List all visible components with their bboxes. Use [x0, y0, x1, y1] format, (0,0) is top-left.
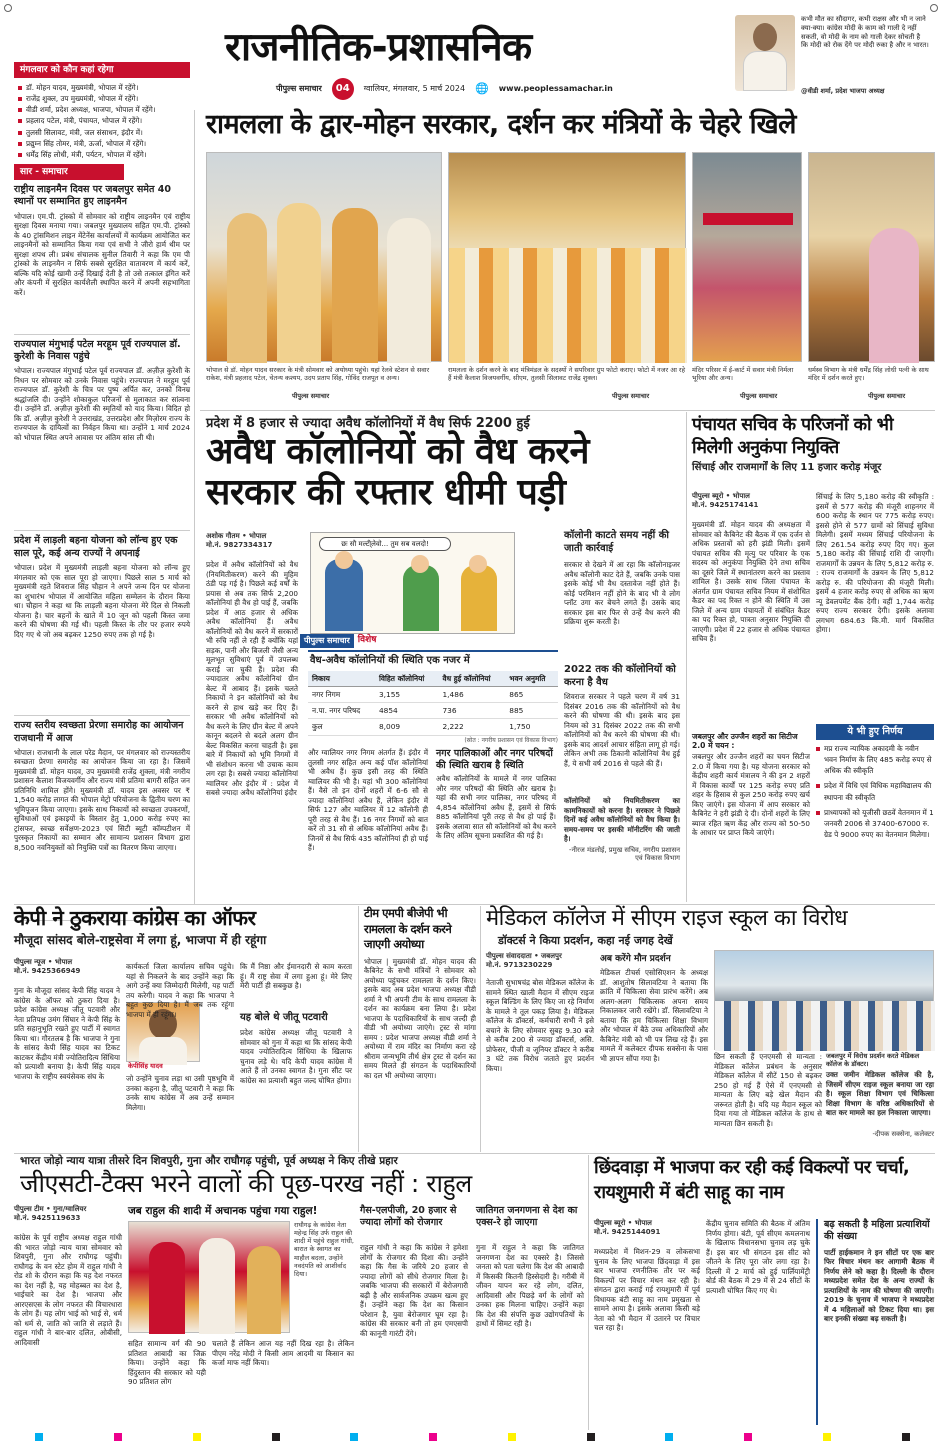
schedule-title: मंगलवार को कौन कहां रहेगा — [14, 62, 190, 78]
cmrise-headline: मेडिकल कॉलेज में सीएम राइज स्कूल का विरोध — [486, 906, 848, 931]
cartoon — [310, 532, 515, 634]
table-header: भवन अनुमति — [505, 671, 558, 687]
table-header: वैध हुई कॉलोनियां — [438, 671, 505, 687]
brief-item — [14, 531, 190, 716]
brief-body: भोपाल। राज्यपाल मंगुभाई पटेल पूर्व राज्यपाल डॉ. अज़ीज़ कुरेशी के निधन पर सोमवार को उनके निवास पहुंचे। राज्यपाल ने मरहूम पूर्व राज्यपाल डॉ. कुरेशी के चित्र पर पुष्प अर्पित कर, उनको विनम्र श्रद्धांजलि दी। उन्होंने शोकाकुल परिजनों से मुलाकात कर सांत्वना दी। उन्होंने डॉ. अज़ीज़ कुरेशी की स्मृतियों को याद किया। विदित हो कि डॉ. अज़ीज़ कुरेशी ने उत्तराखंड, उत्तरप्रदेश और मिज़ोरम राज्य के राज्यपाल के दायित्वों का निर्वहन किया था। उन्होंने 1 मार्च 2024 को भोपाल स्थित अपने आवास पर अंतिम सांस ली थी। — [14, 366, 190, 442]
chhindwara-col1: मध्यप्रदेश में मिशन-29 व लोकसभा चुनाव के लिए भाजपा छिंदवाड़ा में इस बार भाजपा रणनीतिक तौर पर कई विकल्पों पर विचार मंथन कर रही है। संगठन द्वारा कराई गई रायशुमारी में पूर्व विधायक बंटी साहू का नाम प्रमुखता से सामने आया है। इसके अलावा किसी बड़े नेता को भी मैदान में उतारने पर विचार चल रहा है। — [594, 1247, 700, 1332]
byline-place: गुना/ग्वालियर — [53, 1205, 87, 1213]
ramlalla-headline: रामलला के द्वार-मोहन सरकार, दर्शन कर मंत्रियों के चेहरे खिले — [206, 109, 796, 140]
briefs — [14, 180, 190, 921]
byline: पीपुल्स टीम — [14, 1205, 44, 1213]
table-row — [308, 703, 558, 719]
table-cell: 8,009 — [375, 719, 439, 735]
photo-credit: पीपुल्स समाचार — [612, 392, 650, 400]
brief-body: भोपाल। प्रदेश में मुख्यमंत्री लाड़ली बहना योजना को लॉन्च हुए मंगलवार को एक साल पूरा हो जाएगा। पिछले साल 5 मार्च को मुख्यमंत्री रहते शिवराज सिंह चौहान ने अपने जन्म दिन पर योजना का शुभारंभ भोपाल में आयोजित महिला सम्मेलन के दौरान किया था। चौहान ने कहा था कि लाड़ली बहना योजना मेरे दिल से निकली योजना है। चार बहनों के खाते में 10 जून को पहली किस्त जमा करने की घोषणा की गई थी। पहली किस्त के तौर पर हजार रुपये दिए गए थे जो अब बढ़कर 1250 रुपए तक हो गई है। — [14, 563, 190, 639]
cmrise-sub: अब करेंगे मौन प्रदर्शन — [600, 954, 671, 964]
brief-item — [14, 335, 190, 532]
divider — [14, 1153, 935, 1154]
schedule-list — [14, 78, 190, 160]
schedule-item: धर्मेंद्र सिंह लोधी, मंत्री, पर्यटन, भोपाल में रहेंगे। — [18, 149, 188, 160]
divider — [480, 906, 481, 1152]
reporter-name: अशोक गौतम — [206, 532, 240, 540]
kp-col1: गुना के मौजूदा सांसद केपी सिंह यादव ने कांग्रेस के ऑफर को ठुकरा दिया है। प्रदेश कांग्रेस अध्यक्ष जीतू पटवारी और नेता प्रतिपक्ष उमंग सिंघार ने केपी सिंह के प्रति सहानुभूति रखते हुए पार्टी में स्वागत किया था। गौरतलब है कि भाजपा ने गुना के सांसद केपी सिंह यादव का टिकट काटकर केंद्रीय मंत्री ज्योतिरादित्य सिंधिया को प्रत्याशी बनाया है। केपी सिंह यादव भाजपा के राष्ट्रीय स्वयंसेवक संघ के — [14, 986, 120, 1081]
colonies-col3: अवैध कॉलोनियों के मामले में नगर पालिका और नगर परिषदों की स्थिति और खराब है। यहां की सभी नगर पालिका, नगर परिषद में 4,854 कॉलोनियां अवैध हैं, इसमें से सिर्फ 885 कॉलोनियां पूरी तरह से वैध हो पाई हैं। इसके अलावा सात सौ कॉलोनियों को वैध करने के लिए अंतिम सूचना प्रकाशित की गई है। — [436, 774, 556, 840]
photo-ecart — [692, 152, 802, 362]
table-cell: न.पा. नगर परिषद — [308, 703, 375, 719]
ayodhya-body: भोपाल | मुख्यमंत्री डॉ. मोहन यादव की कैबिनेट के सभी मंत्रियों ने सोमवार को अयोध्या पहुंचकर रामलला के दर्शन किए। इसके बाद अब प्रदेश भाजपा अध्यक्ष वीडी शर्मा ने भी अपनी टीम के साथ रामलला के दर्शन का कार्यक्रम बना लिया है। प्रदेश भाजपा के पदाधिकारियों के साथ जल्दी ही वीडी भी अयोध्या जाएंगे। ट्रस्ट से मांगा समय : प्रदेश भाजपा अध्यक्ष वीडी शर्मा ने अयोध्या में राम मंदिर का निर्माण करा रहे श्रीराम जन्मभूमि तीर्थ क्षेत्र ट्रस्ट से दर्शन का समय मिलते ही संगठन के पदाधिकारियों का दल भी अयोध्या जाएगा। — [364, 956, 476, 1080]
page-number: 04 — [332, 78, 354, 100]
schedule-item: तुलसी सिलावट, मंत्री, जल संसाधन, इंदौर में। — [18, 127, 188, 138]
byline: पीपुल्स ब्यूरो — [594, 1219, 626, 1227]
byline-mobile: मो.नं. 9425366949 — [14, 966, 81, 975]
brief-title: राज्य स्तरीय स्वच्छता प्रेरणा समारोह का आयोजन राजधानी में आज — [14, 720, 184, 744]
registration-mark — [4, 4, 12, 12]
quote-box — [735, 15, 930, 100]
website: www.peoplessamachar.in — [498, 84, 613, 93]
cmrise-col2: मेडिकल टीचर्स एसोसिएशन के अध्यक्ष डॉ. आशुतोष सिलावटिया ने बताया कि क्रांति में चिकित्सा सेवा प्रारंभ करेंगे। अब अलग-अलग चिकित्सक अपना समय निकालकर जारी रखेंगे। डॉ. सिलावटिया ने बताया कि हम चिकित्सा शिक्षा विभाग और भोपाल में बैठे उच्च अधिकारियों और कैबिनेट मंत्री को भी पत्र लिख रहे हैं। इस मामले में कलेक्टर दीपक सक्सेना के पास भी ज्ञापन सौंपा गया है। — [600, 968, 708, 1063]
quote-attribution: -दीपक सक्सेना, कलेक्टर — [872, 1130, 934, 1138]
decisions-box — [816, 724, 934, 896]
table-row — [308, 719, 558, 735]
table-cell: 3,155 — [375, 686, 439, 702]
color-bar — [0, 1433, 945, 1441]
brief-title: राज्यपाल मंगुभाई पटेल मरहूम पूर्व राज्यपाल डॉ. कुरेशी के निवास पहुंचे — [14, 338, 181, 363]
byline-mobile: मो.नं. 9425174141 — [692, 500, 759, 509]
colonies-table-box — [308, 650, 558, 742]
dateline: ग्वालियर, मंगलवार, 5 मार्च 2024 — [363, 84, 466, 93]
decisions-title: ये भी हुए निर्णय — [816, 724, 934, 740]
photo-credit: पीपुल्स समाचार — [740, 392, 778, 400]
kp-headline: केपी ने ठुकराया कांग्रेस का ऑफर — [14, 906, 256, 930]
brief-item — [14, 180, 190, 335]
table-row — [308, 686, 558, 702]
table-cell: कुल — [308, 719, 375, 735]
rahul-sub1: गैस-एलपीजी, 20 हजार से ज्यादा लोगों को रोजगार — [360, 1205, 457, 1228]
caption-4: धर्मस्व विभाग के मंत्री धर्मेंद्र सिंह लोधी पत्नी के साथ मंदिर में दर्शन करते हुए। — [808, 366, 929, 383]
photo-credit: पीपुल्स समाचार — [868, 392, 906, 400]
masthead-strip — [276, 80, 731, 98]
colonies-headline-1: अवैध कॉलोनियों को वैध करने — [206, 431, 589, 473]
decisions-list — [816, 740, 934, 840]
divider — [686, 412, 687, 902]
ayodhya-headline: टीम एमपी बीजेपी भी रामलला के दर्शन करने जाएगी अयोध्या — [364, 906, 452, 952]
colonies-table — [308, 671, 558, 736]
colonies-col2: और ग्वालियर नगर निगम अंतर्गत हैं। इंदौर में तुलसी नगर सहित अन्य कई पॉश कॉलोनियां भी अवैध हैं। कुछ इसी तरह की स्थिति ग्वालियर की भी है। यहां भी 300 कॉलोनियां हैं। वैसे तो इन दोनों शहरों में 6-6 सौ से ज्यादा कॉलोनियां अवैध हैं, लेकिन इंदौर में सिर्फ 127 और ग्वालियर में 12 कॉलोनी ही पूरी तरह से वैध हैं। 16 नगर निगमों को बात करें तो 31 सौ से अधिक कॉलोनियां अवैध हैं। जिनमें से वैध सिर्फ 435 कॉलोनियां ही हो पाई हैं। — [308, 748, 428, 852]
byline: पीपुल्स ब्यूरो — [692, 492, 724, 500]
divider — [588, 1155, 589, 1430]
reporter-mobile: मो.नं. 9827334317 — [206, 540, 273, 549]
schedule-item: डॉ. मोहन यादव, मुख्यमंत्री, भोपाल में रहेंगे। — [18, 82, 188, 93]
brief-body: भोपाल। राजधानी के लाल परेड मैदान, पर मंगलवार को राज्यस्तरीय स्वच्छता प्रेरणा समारोह का आयोजन किया जा रहा है। जिसमें मुख्यमंत्री डॉ. मोहन यादव, उप मुख्यमंत्री राजेंद्र शुक्ला, मंत्री नगरीय प्रशासन कैलाश विजयवर्गीय और राज्य मंत्री प्रतिमा बागरी सहित जन प्रतिनिधि शामिल होंगे। मुख्यमंत्री डॉ. यादव इस अवसर पर ₹ 1,540 करोड़ लागत की भोपाल मेट्रो परियोजना के द्वितीय चरण का भूमिपूजन किया जाएगा। इसके साथ निकायों को स्वच्छता उपकरणों, सुविधाओं एवं इकाइयों के विस्तार हेतु 1,000 करोड़ रुपए का ट्रांसफर, स्वच्छ सर्वेक्षण-2023 एवं सिटी ब्यूटी कॉम्पटीशन में पुरस्कृत निकायों का सम्मान और सामान्य प्रशासन विभाग द्वारा 8,500 नवनियुक्तों को नियुक्ति पत्रों का वितरण किया जाएगा। — [14, 747, 190, 852]
table-cell: 865 — [505, 686, 558, 702]
registration-mark — [930, 4, 938, 12]
box-title: बढ़ सकती है महिला प्रत्याशियों की संख्या — [824, 1219, 930, 1243]
kp-col4: प्रदेश कांग्रेस अध्यक्ष जीतू पटवारी ने सोमवार को गुना में कहा था कि सांसद केपी यादव ज्योतिरादित्य सिंधिया के खिलाफ चुनाव लड़े थे। यदि केपी यादव कांग्रेस में आते हैं तो उनका स्वागत है। गुना सीट पर कांग्रेस का प्रत्याशी बहुत जल्द घोषित होगा। — [240, 1028, 352, 1085]
rahul-photo-caption: राघौगढ़ के कांग्रेस नेता महेन्द्र सिंह उर्फ राहुल की शादी में पहुंचे राहुल गांधी, बारात के स्वागत का माहौल बदला, उन्होंने नवदंपति को आशीर्वाद दिया। — [294, 1221, 354, 1278]
kp-col3: कि मैं निष्ठा और ईमानदारी से काम करता हूं। मैं राष्ट्र सेवा में लगा हुआ हूं। मेरे लिए मेरी पार्टी ही सबकुछ है। — [240, 962, 352, 990]
rahul-story: भारत जोड़ो न्याय यात्रा तीसरे दिन शिवपुरी, गुना और राघौगढ़ पहुंची, पूर्व अध्यक्ष ने किए तीखे प्रहार जीएसटी-टैक्स भरने वालों की पूछ-परख नहीं : राहुल पीपुल्स टीम • गुना/ग्वालियर मो.नं. 9425119633 कांग्रेस के पूर्व राष्ट्रीय अध्यक्ष राहुल गांधी की भारत जोड़ो न्याय यात्रा सोमवार को शिवपुरी, गुना और राघौगढ़ पहुंची। राघौगढ़ के वन स्टेट होम में राहुल गांधी ने रोड शो के दौरान कहा कि यह देश नफरत का देश नहीं है, यह मोहब्बत का देश है, भाईचारे का देश है। भाजपा और आरएसएस के लोग नफरत की विचारधारा के लोग हैं। यह लोग भाई को भाई से, धर्म को धर्म से, जाति को जाति से लड़ाते हैं। राहुल गांधी ने बार-बार दलित, ओबीसी, आदिवासी जब राहुल की शादी में अचानक पहुंचा गया राहुल! राघौगढ़ के कांग्रेस नेता महेन्द्र सिंह उर्फ राहुल की शादी में पहुंचे राहुल गांधी, बारात के स्वागत का माहौल बदला, उन्होंने नवदंपति को आशीर्वाद दिया। सहित सामान्य वर्ग की 90 प्रतिशत आबादी का जिक्र किया। उन्होंने कहा कि हिंदुस्तान की सरकार को यही 90 प्रतिशत लोग चलाते हैं लेकिन आज यह नहीं दिख रहा है। लेकिन पीएम नरेंद्र मोदी ने किसी आम आदमी या किसान का कर्जा माफ नहीं किया। गैस-एलपीजी, 20 हजार से ज्यादा लोगों को रोजगार राहुल गांधी ने कहा कि कांग्रेस ने हमेशा लोगों के रोजगार की दिशा की। उन्होंने कहा कि गैस के जरिये 20 हजार से ज्यादा लोगों को सीधे रोजगार मिला है। जबकि भाजपा की सरकारों में बेरोजगारी बढ़ी है और सार्वजनिक उपक्रम खत्म हुए हैं। उन्होंने कहा कि देश का किसान परेशान है, युवा बेरोजगार घूम रहा है। कांग्रेस की सरकार बनी तो हम एमएसपी की कानूनी गारंटी देंगे। जातिगत जनगणना से देश का एक्स-रे हो जाएगा गुना में राहुल ने कहा कि जातिगत जनगणना देश का एक्सरे है। जिससे जनता को पता चलेगा कि देश की आबादी में किसकी कितनी हिस्सेदारी है। गरीबी में जीवन यापन कर रहे लोग, दलित, आदिवासी और पिछड़े वर्ग के लोगों को उनका हक मिलना चाहिए। उन्होंने कहा कि देश की संपत्ति कुछ उद्योगपतियों के हाथों में सिमट रही है। — [14, 1155, 584, 1430]
brief-title: राष्ट्रीय लाइनमैन दिवस पर जबलपुर समेत 40 स्थानों पर सम्मानित हुए लाइनमैन — [14, 184, 171, 208]
rahul-col1: कांग्रेस के पूर्व राष्ट्रीय अध्यक्ष राहुल गांधी की भारत जोड़ो न्याय यात्रा सोमवार को शिवपुरी, गुना और राघौगढ़ पहुंची। राघौगढ़ के वन स्टेट होम में राहुल गांधी ने रोड शो के दौरान कहा कि यह देश नफरत का देश नहीं है, यह मोहब्बत का देश है, भाईचारे का देश है। भाजपा और आरएसएस के लोग नफरत की विचारधारा के लोग हैं। यह लोग भाई को भाई से, धर्म को धर्म से, जाति को जाति से लड़ाते हैं। राहुल गांधी ने बार-बार दलित, ओबीसी, आदिवासी — [14, 1233, 122, 1347]
panchayat-sub1: जबलपुर और उज्जैन शहरों का सिटीज 2.0 में चयन : — [692, 732, 798, 751]
paper-name: पीपुल्स समाचार — [276, 84, 322, 93]
table-cell: नगर निगम — [308, 686, 375, 702]
table-cell: 736 — [438, 703, 505, 719]
brief-item — [14, 716, 190, 921]
divider — [14, 904, 935, 905]
cmrise-photo — [714, 950, 934, 1050]
byline-mobile: मो.नं. 9713230229 — [486, 960, 553, 969]
photo-ministers-train — [206, 152, 442, 362]
panchayat-col2: सिंचाई के लिए 5,180 करोड़ की स्वीकृति : इसमें से 577 करोड़ की मंजूरी शाहनगर में 600 करोड़ के स्थान पर 775 करोड़ रुपए। इससे होने से 577 ग्रामों को सिंचाई सुविधा मिलेगी। इसमें मध्यम सिंचाई परियोजना के लिए 261.54 करोड़ रुपए दिए गए। कुल 5,180 करोड़ की सिंचाई राशि दी जाएगी। राजमार्गों के उन्नयन के लिए 5,812 करोड़ रु. : राज्य राजमार्गों के उन्नयन के लिए 5,812 करोड़ रु. की परियोजना की मंजूरी मिली। इसमें 4 हजार करोड़ रुपए से अधिक का ऋण न्यू डेवलपमेंट बैंक देगी। वहीं 1,744 करोड़ रुपए राज्य सरकार देगी। इसके अलावा लगभग 684.63 कि.मी. मार्ग विकसित होगा। — [816, 492, 934, 634]
caption-2: रामलला के दर्शन करने के बाद मंत्रिमंडल के सदस्यों ने सपरिवार ग्रुप फोटो कराए। फोटो में नजर आ रहे हैं मंत्री कैलाश विजयवर्गीय, सीएम, तुलसी सिलावट राजेंद्र शुक्ल। — [448, 366, 686, 383]
rahul-kicker: भारत जोड़ो न्याय यात्रा तीसरे दिन शिवपुरी, गुना और राघौगढ़ पहुंची, पूर्व अध्यक्ष ने किए तीखे प्रहार — [20, 1155, 398, 1167]
decision-item: प्रदेश में विधि एवं विधिक महाविद्यालय की स्थापना की स्वीकृति — [816, 780, 934, 802]
colonies-sub3: कॉलोनी काटते समय नहीं की जाती कार्रवाई — [564, 530, 669, 554]
colonies-headline-2: सरकार की रफ्तार धीमी पड़ी — [206, 471, 566, 513]
cmrise-story: मेडिकल कॉलेज में सीएम राइज स्कूल का विरोध डॉक्टर्स ने किया प्रदर्शन, कहा नई जगह देखें पीपुल्स संवाददाता • जबलपुर मो.नं. 9713230229 नेताजी सुभाषचंद्र बोस मेडिकल कॉलेज के सामने स्थित खाली मैदान में सीएम राइज स्कूल बिल्डिंग के लिए किए जा रहे निर्माण के मामले ने तूल पकड़ लिया है। मेडिकल कॉलेज के डॉक्टर्स, कर्मचारी सभी ने इसे बचाने के लिए सोमवार सुबह 9.30 बजे से करीब 200 से ज्यादा डॉक्टर्स, असि. प्रोफेसर, पीजी व जूनियर डॉक्टर ने करीब 3 घंटे तक विरोध जताते हुए प्रदर्शन किया। अब करेंगे मौन प्रदर्शन मेडिकल टीचर्स एसोसिएशन के अध्यक्ष डॉ. आशुतोष सिलावटिया ने बताया कि क्रांति में चिकित्सा सेवा प्रारंभ करेंगे। अब अलग-अलग चिकित्सक अपना समय निकालकर जारी रखेंगे। डॉ. सिलावटिया ने बताया कि हम चिकित्सा शिक्षा विभाग और भोपाल में बैठे उच्च अधिकारियों और कैबिनेट मंत्री को भी पत्र लिख रहे हैं। इस मामले में कलेक्टर दीपक सक्सेना के पास भी ज्ञापन सौंपा गया है। जबलपुर में विरोध प्रदर्शन करते मेडिकल कॉलेज के डॉक्टर। छिन सकती हैं एनएमसी से मान्यता : मेडिकल कॉलेज प्रबंधन के अनुसार मेडिकल कॉलेज में सीटें 150 से बढ़कर 250 हो गई हैं ऐसे में एनएमसी से मान्यता के लिए बड़े खेल मैदान की जरूरत होती है। यदि यह मैदान स्कूल को दिया गया तो मेडिकल कॉलेज के हाथ से मान्यता छिन सकती है। उक्त जमीन मेडिकल कॉलेज की है, जिसमें सीएम राइज स्कूल बनाया जा रहा है। स्कूल शिक्षा विभाग एवं चिकित्सा शिक्षा विभाग के वरिष्ठ अधिकारियों से बात कर मामले का हल निकाला जाएगा। -दीपक सक्सेना, कलेक्टर — [486, 906, 935, 1152]
section-title: राजनीतिक-प्रशासनिक — [225, 25, 532, 70]
byline-place: जबलपुर — [541, 952, 562, 960]
chhindwara-col2: केंद्रीय चुनाव समिति की बैठक में अंतिम निर्णय होगा। बंटी, पूर्व सीएम कमलनाथ के खिलाफ विधानसभा चुनाव लड़ चुके हैं। इस बार भी संगठन इस सीट को जीतने के लिए पूरा जोर लगा रहा है। दिल्ली में 2 मार्च को हुई पार्लियामेंट्री बोर्ड की बैठक में 29 में से 24 सीटों के प्रत्याशी घोषित किए गए थे। — [706, 1219, 810, 1295]
quote-attribution: @वीडी शर्मा, प्रदेश भाजपा अध्यक्ष — [801, 87, 885, 95]
table-cell: 1,750 — [505, 719, 558, 735]
left-column — [14, 62, 190, 902]
brief-title: प्रदेश में लाड़ली बहना योजना को लॉन्च हुए एक साल पूरे, कई अन्य राज्यों ने अपनाई — [14, 535, 178, 559]
panchayat-headline: पंचायत सचिव के परिजनों को भी मिलेगी अनुकंपा नियुक्ति — [692, 415, 893, 458]
colonies-sub2: नगर पालिकाओं और नगर परिषदों की स्थिति खराब है स्थिति — [436, 748, 553, 771]
rahul-photo — [128, 1221, 290, 1333]
quote-attribution: -नीरज मंडलोई, प्रमुख सचिव, नगरीय प्रशासन एवं विकास विभाग — [569, 845, 680, 862]
byline-mobile: मो.नं. 9425119633 — [14, 1213, 81, 1222]
kp-story: केपी ने ठुकराया कांग्रेस का ऑफर मौजूदा सांसद बोले-राष्ट्रसेवा में लगा हूं, भाजपा में ही रहूंगा पीपुल्स न्यूज • भोपाल मो.नं. 9425366949 गुना के मौजूदा सांसद केपी सिंह यादव ने कांग्रेस के ऑफर को ठुकरा दिया है। प्रदेश कांग्रेस अध्यक्ष जीतू पटवारी और नेता प्रतिपक्ष उमंग सिंघार ने केपी सिंह के प्रति सहानुभूति रखते हुए पार्टी में स्वागत किया था। गौरतलब है कि भाजपा ने गुना के सांसद केपी सिंह यादव का टिकट काटकर केंद्रीय मंत्री ज्योतिरादित्य सिंधिया को प्रत्याशी बनाया है। केपी सिंह यादव भाजपा के राष्ट्रीय स्वयंसेवक संघ के केपीसिंह यादव कार्यकर्ता जिला कार्यालय सचिव पहुंचे। यहां से निकलने के बाद उन्होंने कहा कि आगे उन्हें क्या जिम्मेदारी मिलेगी, यह पार्टी तय करेगी। यादव ने कहा कि भाजपा ने बहुत कुछ दिया है। मैं जब तक रहूंगा भाजपा में ही रहूंगा। जो उन्होंने चुनाव लड़ा था उसी पृष्ठभूमि में उनका कहना है, जीतू पटवारी ने कहा कि उनके साथ कांग्रेस में अब उन्हें सम्मान मिलेगा। कि मैं निष्ठा और ईमानदारी से काम करता हूं। मैं राष्ट्र सेवा में लगा हुआ हूं। मेरे लिए मेरी पार्टी ही सबकुछ है। यह बोले थे जीतू पटवारी प्रदेश कांग्रेस अध्यक्ष जीतू पटवारी ने सोमवार को गुना में कहा था कि सांसद केपी यादव ज्योतिरादित्य सिंधिया के खिलाफ चुनाव लड़े थे। यदि केपी यादव कांग्रेस में आते हैं तो उनका स्वागत है। गुना सीट पर कांग्रेस का प्रत्याशी बहुत जल्द घोषित होगा। — [14, 906, 354, 1152]
news-brief-header: सार - समाचार — [14, 164, 124, 180]
leader-portrait — [735, 15, 795, 91]
colonies-sub4: 2022 तक की कॉलोनियों को करना है वैध — [564, 664, 676, 688]
byline-place: भोपाल — [54, 958, 73, 966]
women-candidates-box — [816, 1219, 934, 1425]
cmrise-quote — [826, 1070, 934, 1138]
quote-text: कभी मौत का सौदागर, कभी राक्षस और भी न जाने क्या-क्या। कांग्रेस मोदी के काम को गाली दे नहीं सकती, वो मोदी के नाम को गाली देकर सोचती है कि मोदी को रोक देंगे पर मोदी रुका है और न भारत। — [801, 15, 929, 50]
ayodhya-story — [364, 906, 476, 1152]
table-header: विहित कॉलोनियां — [375, 671, 439, 687]
schedule-item: वीडी शर्मा, प्रदेश अध्यक्ष, भाजपा, भोपाल में रहेंगे। — [18, 104, 188, 115]
byline: पीपुल्स संवाददाता — [486, 952, 532, 960]
chhindwara-story: छिंदवाड़ा में भाजपा कर रही कई विकल्पों पर चर्चा, रायशुमारी में बंटी साहू का नाम पीपुल्स ब्यूरो • भोपाल मो.नं. 9425144091 मध्यप्रदेश में मिशन-29 व लोकसभा चुनाव के लिए भाजपा छिंदवाड़ा में इस बार भाजपा रणनीतिक तौर पर कई विकल्पों पर विचार मंथन कर रही है। संगठन द्वारा कराई गई रायशुमारी में पूर्व विधायक बंटी साहू का नाम प्रमुखता से सामने आया है। इसके अलावा किसी बड़े नेता को भी मैदान में उतारने पर विचार चल रहा है। केंद्रीय चुनाव समिति की बैठक में अंतिम निर्णय होगा। बंटी, पूर्व सीएम कमलनाथ के खिलाफ विधानसभा चुनाव लड़ चुके हैं। इस बार भी संगठन इस सीट को जीतने के लिए पूरा जोर लगा रहा है। दिल्ली में 2 मार्च को हुई पार्लियामेंट्री बोर्ड की बैठक में 29 में से 24 सीटों के प्रत्याशी घोषित किए गए थे। बढ़ सकती है महिला प्रत्याशियों की संख्या पार्टी हाईकमान ने इन सीटों पर एक बार फिर विचार मंथन कर आगामी बैठक में निर्णय लेने को कहा है। दिल्ली के दौरान मध्यप्रदेश समेत देश के अन्य राज्यों के प्रत्याशियों के नाम की घोषणा की जाएगी। 2019 के चुनाव में भाजपा ने मध्यप्रदेश में 4 महिलाओं को टिकट दिया था। इस बार इनकी संख्या बढ़ सकती है। — [594, 1155, 935, 1430]
box-body: पार्टी हाईकमान ने इन सीटों पर एक बार फिर विचार मंथन कर आगामी बैठक में निर्णय लेने को कहा है। दिल्ली के दौरान मध्यप्रदेश समेत देश के अन्य राज्यों के प्रत्याशियों के नाम की घोषणा की जाएगी। 2019 के चुनाव में भाजपा ने मध्यप्रदेश में 4 महिलाओं को टिकट दिया था। इस बार इनकी संख्या बढ़ सकती है। — [824, 1247, 934, 1324]
kp-subhead: मौजूदा सांसद बोले-राष्ट्रसेवा में लगा हूं, भाजपा में ही रहूंगा — [14, 932, 267, 947]
caption-3: मंदिर परिसर में ई-कार्ट में सवार मंत्री निर्मला भूरिया और अन्य। — [692, 366, 794, 383]
byline-place: भोपाल — [732, 492, 750, 500]
byline-mobile: मो.नं. 9425144091 — [594, 1227, 661, 1236]
divider — [358, 906, 359, 1152]
schedule-item: राजेंद्र शुक्ल, उप मुख्यमंत्री, भोपाल में रहेंगे। — [18, 93, 188, 104]
schedule-item: प्रहलाद पटेल, मंत्री, पंचायत, भोपाल में रहेंगे। — [18, 115, 188, 126]
panchayat-subhead: सिंचाई और राजमार्गों के लिए 11 हजार करोड़ मंजूर — [692, 461, 882, 473]
kp-col2b: जो उन्होंने चुनाव लड़ा था उसी पृष्ठभूमि में उनका कहना है, जीतू पटवारी ने कहा कि उनके साथ कांग्रेस में अब उन्हें सम्मान मिलेगा। — [126, 1074, 234, 1112]
panchayat-story: पंचायत सचिव के परिजनों को भी मिलेगी अनुकंपा नियुक्ति सिंचाई और राजमार्गों के लिए 11 हजार करोड़ मंजूर पीपुल्स ब्यूरो • भोपाल मो.नं. 9425174141 मुख्यमंत्री डॉ. मोहन यादव की अध्यक्षता में सोमवार को कैबिनेट की बैठक में एक दर्जन से अधिक प्रस्तावों को हरी झंडी मिली। इसमें पंचायत सचिव की मृत्यु पर परिवार के एक सदस्य को अनुकंपा नियुक्ति देने तथा सचिव का दूसरे जिले में स्थानांतरण करने का प्रस्ताव शामिल है। उसके साथ जिला पंचायत के अंतर्गत ग्राम पंचायत सचिव नियम में संशोधित कैडर का पद रिक्त न होने की स्थिति में उस जिले में अन्य ग्राम पंचायतों में संबंधित कैडर का पद रिक्त हो, पात्रता अनुसार नियुक्ति दी जाएगी। प्रदेश में 22 हजार से अधिक पंचायत सचिव हैं। जबलपुर और उज्जैन शहरों का सिटीज 2.0 में चयन : जबलपुर और उज्जैन शहरों का चयन सिटीज 2.0 में किया गया है। यह योजना सरकार को केंद्रीय शहरी कार्य मंत्रालय ने की इन 2 शहरों में विकास कार्यों पर 125 करोड़ रुपए प्रति शहर के हिसाब से कुल 250 करोड़ रुपए खर्च किए जाएंगे। इस योजना में आप सरकार को कैबिनेट ने हरी झंडी दे दी। दोनों शहरों के लिए ब्याज रहित ऋण केंद्र और राज्य को 50-50 के आधार पर प्राप्त किये जाएंगे। सिंचाई के लिए 5,180 करोड़ की स्वीकृति : इसमें से 577 करोड़ की मंजूरी शाहनगर में 600 करोड़ के स्थान पर 775 करोड़ रुपए। इससे होने से 577 ग्रामों को सिंचाई सुविधा मिलेगी। इसमें मध्यम सिंचाई परियोजना के लिए 261.54 करोड़ रुपए दिए गए। कुल 5,180 करोड़ की सिंचाई राशि दी जाएगी। राजमार्गों के उन्नयन के लिए 5,812 करोड़ रु. : राज्य राजमार्गों के उन्नयन के लिए 5,812 करोड़ रु. की परियोजना की मंजूरी मिली। इसमें 4 हजार करोड़ रुपए से अधिक का ऋण न्यू डेवलपमेंट बैंक देगी। वहीं 1,744 करोड़ रुपए राज्य सरकार देगी। इसके अलावा लगभग 684.63 कि.मी. मार्ग विकसित होगा। ये भी हुए निर्णय मप्र राज्य न्यायिक अकादमी के नवीन भवन निर्माण के लिए 485 करोड़ रुपए से अधिक की स्वीकृति प्रदेश में विधि एवं विधिक महाविद्यालय की स्थापना की स्वीकृति प्राध्यापकों को यूजीसी छठवें वेतनमान में 1 जनवरी 2006 से 37400-67000 रु. ग्रेड पे 9000 रुपए का वेतनमान मिलेगा। — [692, 414, 935, 904]
colonies-story — [200, 412, 683, 902]
decision-item: प्राध्यापकों को यूजीसी छठवें वेतनमान में 1 जनवरी 2006 से 37400-67000 रु. ग्रेड पे 9000 रुपए का वेतनमान मिलेगा। — [816, 807, 934, 840]
photo-group-temple — [448, 152, 686, 362]
kp-photo-caption: केपीसिंह यादव — [128, 1062, 163, 1070]
decision-item: मप्र राज्य न्यायिक अकादमी के नवीन भवन निर्माण के लिए 485 करोड़ रुपए से अधिक की स्वीकृति — [816, 743, 934, 776]
table-title: वैध-अवैध कॉलोनियों की स्थिति एक नजर में — [310, 655, 470, 666]
rahul-col2: सहित सामान्य वर्ग की 90 प्रतिशत आबादी का जिक्र किया। उन्होंने कहा कि हिंदुस्तान की सरकार को यही 90 प्रतिशत लोग — [128, 1339, 206, 1386]
chhindwara-headline: छिंदवाड़ा में भाजपा कर रही कई विकल्पों पर चर्चा, रायशुमारी में बंटी साहू का नाम — [594, 1157, 910, 1204]
table-cell: 885 — [505, 703, 558, 719]
table-cell: 2,222 — [438, 719, 505, 735]
special-tag — [300, 634, 376, 648]
colonies-quote — [564, 796, 680, 862]
rahul-col3: चलाते हैं लेकिन आज यह नहीं दिख रहा है। लेकिन पीएम नरेंद्र मोदी ने किसी आम आदमी या किसान का कर्जा माफ नहीं किया। — [212, 1339, 354, 1367]
quote-body: कॉलोनियों को नियमितीकरण का कामनिकायों को करना है। सरकार ने पिछले दिनों कई अवैध कॉलोनियों को वैध किया है। समय-समय पर इसकी मॉनीटरिंग की जाती है। — [564, 796, 680, 843]
table-cell: 1,486 — [438, 686, 505, 702]
colonies-kicker: प्रदेश में 8 हजार से ज्यादा अवैध कॉलोनियों में वैध सिर्फ 2200 हुई — [206, 416, 530, 431]
cmrise-col3: छिन सकती हैं एनएमसी से मान्यता : मेडिकल कॉलेज प्रबंधन के अनुसार मेडिकल कॉलेज में सीटें 150 से बढ़कर 250 हो गई हैं ऐसे में एनएमसी से मान्यता के लिए बड़े खेल मैदान की जरूरत होती है। यदि यह मैदान स्कूल को दिया गया तो मेडिकल कॉलेज के हाथ से मान्यता छिन सकती है। — [714, 1052, 822, 1128]
cmrise-col1: नेताजी सुभाषचंद्र बोस मेडिकल कॉलेज के सामने स्थित खाली मैदान में सीएम राइज स्कूल बिल्डिंग के लिए किए जा रहे निर्माण के मामले ने तूल पकड़ लिया है। मेडिकल कॉलेज के डॉक्टर्स, कर्मचारी सभी ने इसे बचाने के लिए सोमवार सुबह 9.30 बजे से करीब 200 से ज्यादा डॉक्टर्स, असि. प्रोफेसर, पीजी व जूनियर डॉक्टर ने करीब 3 घंटे तक विरोध जताते हुए प्रदर्शन किया। — [486, 978, 594, 1073]
photo-credit: पीपुल्स समाचार — [292, 392, 330, 400]
byline: पीपुल्स न्यूज — [14, 958, 46, 966]
photo-minister-prayer — [808, 152, 935, 362]
schedule-item: प्रद्युम्न सिंह तोमर, मंत्री, ऊर्जा, भोपाल में रहेंगे। — [18, 138, 188, 149]
rahul-sub2: जातिगत जनगणना से देश का एक्स-रे हो जाएगा — [476, 1205, 578, 1228]
colonies-byline: अशोक गौतम • भोपाल मो.नं. 9827334317 — [206, 532, 366, 550]
panchayat-col1: मुख्यमंत्री डॉ. मोहन यादव की अध्यक्षता में सोमवार को कैबिनेट की बैठक में एक दर्जन से अधिक प्रस्तावों को हरी झंडी मिली। इसमें पंचायत सचिव की मृत्यु पर परिवार के एक सदस्य को अनुकंपा नियुक्ति देने तथा सचिव का दूसरे जिले में स्थानांतरण करने का प्रस्ताव शामिल है। उसके साथ जिला पंचायत के अंतर्गत ग्राम पंचायत सचिव नियम में संशोधित कैडर का पद रिक्त न होने की स्थिति में उस जिले में अन्य ग्राम पंचायतों में संबंधित कैडर का पद रिक्त हो, पात्रता अनुसार नियुक्ति दी जाएगी। प्रदेश में 22 हजार से अधिक पंचायत सचिव हैं। — [692, 520, 810, 643]
cartoon-speech: छः सौ मल्टी्लेवो... तुम सब वलदो! — [319, 537, 451, 551]
table-source: (स्रोत : नगरीय प्रशासन एवं विकास विभाग) — [464, 736, 558, 744]
byline-place: भोपाल — [634, 1219, 652, 1227]
rahul-col4: राहुल गांधी ने कहा कि कांग्रेस ने हमेशा लोगों के रोजगार की दिशा की। उन्होंने कहा कि गैस के जरिये 20 हजार से ज्यादा लोगों को सीधे रोजगार मिला है। जबकि भाजपा की सरकारों में बेरोजगारी बढ़ी है और सार्वजनिक उपक्रम खत्म हुए हैं। उन्होंने कहा कि देश का किसान परेशान है, युवा बेरोजगार घूम रहा है। कांग्रेस की सरकार बनी तो हम एमएसपी की कानूनी गारंटी देंगे। — [360, 1243, 468, 1338]
colonies-col1: प्रदेश में अवैध कॉलोनियों को वैध (नियमितीकरण) करने की मुहिम ठंडी पड़ गई है। पिछले कई वर्षों के प्रयास से अब तक सिर्फ 2,200 कॉलोनियां ही वैध हो पाई हैं, जबकि प्रदेश में आठ हजार से अधिक अवैध कॉलोनियां हैं। अवैध कॉलोनियों को वैध करने में सरकारों भी रुचि नहीं ले रही हैं क्योंकि यहां सड़क, पानी और बिजली जैसी अन्य मूलभूत सुविधाएं पूर्व में उपलब्ध कराई जा चुकी हैं। प्रदेश की ज्यादातर अवैध कॉलोनियां ग्रीन बेल्ट में आबाद हैं। इसके चलते निकायों ने इन कॉलोनियों को वैध करने से हाथ खड़े कर दिए हैं। सरकार भी अवैध कॉलोनियों को वैध करने के लिए ग्रीन बेल्ट में अपने कानून बदलने से बदले अलग ग्रीन बेल्ट विकसित करना चाहती है। इस बारे में निकायों को भूमि निगमों में भी संशोधन करना भी उचाक काम लग रहा है। सबसे ज्यादा कॉलोनियां ग्वालियर और इंदौर में : प्रदेश में सबसे ज्यादा अवैध कॉलोनियां इंदौर — [206, 560, 298, 797]
table-header: निकाय — [308, 671, 375, 687]
brief-body: भोपाल। एम.पी. ट्रांस्को में सोमवार को राष्ट्रीय लाइनमैन एवं राष्ट्रीय सुरक्षा दिवस मनाया गया। जबलपुर मुख्यालय सहित एम.पी. ट्रांस्को के 40 ट्रांसमिशन लाइन मेंटेनेंस कार्यालयों में कार्यक्रम आयोजित कर लाइनमैनों को सम्मानित किया गया एवं सभी ने जीरो हार्म थीम पर सुरक्षा शपथ ली। प्रबंध संचालक सुनील तिवारी ने कहा कि एम पी ट्रांस्को के लाइनमैन न सिर्फ सबसे सुरक्षित वातावरण में कार्य करें, बल्कि यदि कोई खामी उन्हें दिखाई देती है तो उसे तत्काल इंगित करें और कंपनी में सुरक्षित कार्यशैली स्थापित करने में अपनी सहभागिता करें। — [14, 211, 190, 297]
divider — [194, 110, 195, 905]
colonies-col4: सरकार से देखने में आ रहा कि कॉलोनाइजर अवैध कॉलोनी काट देते हैं, जबकि उनके पास इसके कोई भी वैध दस्तावेज नहीं होते हैं। कोई परमिशन नहीं होने के बाद भी वे लोग प्लॉट उगा कर बेचने लगते हैं। उसके बाद सरकार इस बार फिर से उन्हें वैध करने की प्रक्रिया शुरू करती है। — [564, 560, 680, 626]
colonies-col5: शिवराज सरकार ने पहले चरण में वर्ष 31 दिसंबर 2016 तक की कॉलोनियों को वैध करने की घोषणा की थी। इसके बाद इस नियम को 31 दिसंबर 2022 तक की सभी कॉलोनियों को वैध करने की घोषणा की थी। इसके बाद आदर्श आचार संहिता लागू हो गई। लेकिन अभी तक ठिकानी कॉलोनियां वैध हुई हैं, ये सभी वर्ष 2016 से पहले की हैं। — [564, 692, 680, 768]
table-cell: 4854 — [375, 703, 439, 719]
rahul-headline: जीएसटी-टैक्स भरने वालों की पूछ-परख नहीं : राहुल — [20, 1169, 472, 1199]
kp-col2: कार्यकर्ता जिला कार्यालय सचिव पहुंचे। यहां से निकलने के बाद उन्होंने कहा कि आगे उन्हें क्या जिम्मेदारी मिलेगी, यह पार्टी तय करेगी। यादव ने कहा कि भाजपा ने बहुत कुछ दिया है। मैं जब तक रहूंगा भाजपा में ही रहूंगा। — [126, 962, 234, 1019]
cmrise-subhead: डॉक्टर्स ने किया प्रदर्शन, कहा नई जगह देखें — [498, 934, 673, 948]
rahul-col5: गुना में राहुल ने कहा कि जातिगत जनगणना देश का एक्सरे है। जिससे जनता को पता चलेगा कि देश की आबादी में किसकी कितनी हिस्सेदारी है। गरीबी में जीवन यापन कर रहे लोग, दलित, आदिवासी और पिछड़े वर्ग के लोगों को उनका हक मिलना चाहिए। उन्होंने कहा कि देश की संपत्ति कुछ उद्योगपतियों के हाथों में सिमट रही है। — [476, 1243, 584, 1328]
special-label: पीपुल्स समाचार — [300, 634, 354, 648]
reporter-place: भोपाल — [249, 532, 267, 540]
divider — [200, 410, 935, 411]
kp-sub: यह बोले थे जीतू पटवारी — [240, 1012, 328, 1023]
rahul-photo-title: जब राहुल की शादी में अचानक पहुंचा गया राहुल! — [128, 1205, 318, 1217]
panchayat-col1b: जबलपुर और उज्जैन शहरों का चयन सिटीज 2.0 में किया गया है। यह योजना सरकार को केंद्रीय शहरी कार्य मंत्रालय ने की इन 2 शहरों में विकास कार्यों पर 125 करोड़ रुपए प्रति शहर के हिसाब से कुल 250 करोड़ रुपए खर्च किए जाएंगे। इस योजना में आप सरकार को कैबिनेट ने हरी झंडी दे दी। दोनों शहरों के लिए ब्याज रहित ऋण केंद्र और राज्य को 50-50 के आधार पर प्राप्त किये जाएंगे। — [692, 752, 810, 837]
caption-1: भोपाल से डॉ. मोहन यादव सरकार के मंत्री सोमवार को अयोध्या पहुंचे। यहां रेलवे स्टेशन से सवार राकेश, मंत्री प्रहलाद पटेल, चेतन्य कश्यप, उदय प्रताप सिंह, गोविंद राजपूत व अन्य। — [206, 366, 430, 383]
special-word: विशेष — [357, 635, 377, 646]
cmrise-photo-caption: जबलपुर में विरोध प्रदर्शन करते मेडिकल कॉलेज के डॉक्टर। — [826, 1052, 920, 1069]
quote-body: उक्त जमीन मेडिकल कॉलेज की है, जिसमें सीएम राइज स्कूल बनाया जा रहा है। स्कूल शिक्षा विभाग एवं चिकित्सा शिक्षा विभाग के वरिष्ठ अधिकारियों से बात कर मामले का हल निकाला जाएगा। — [826, 1070, 934, 1117]
globe-icon: 🌐 — [475, 82, 489, 96]
ramlalla-story — [200, 110, 935, 410]
